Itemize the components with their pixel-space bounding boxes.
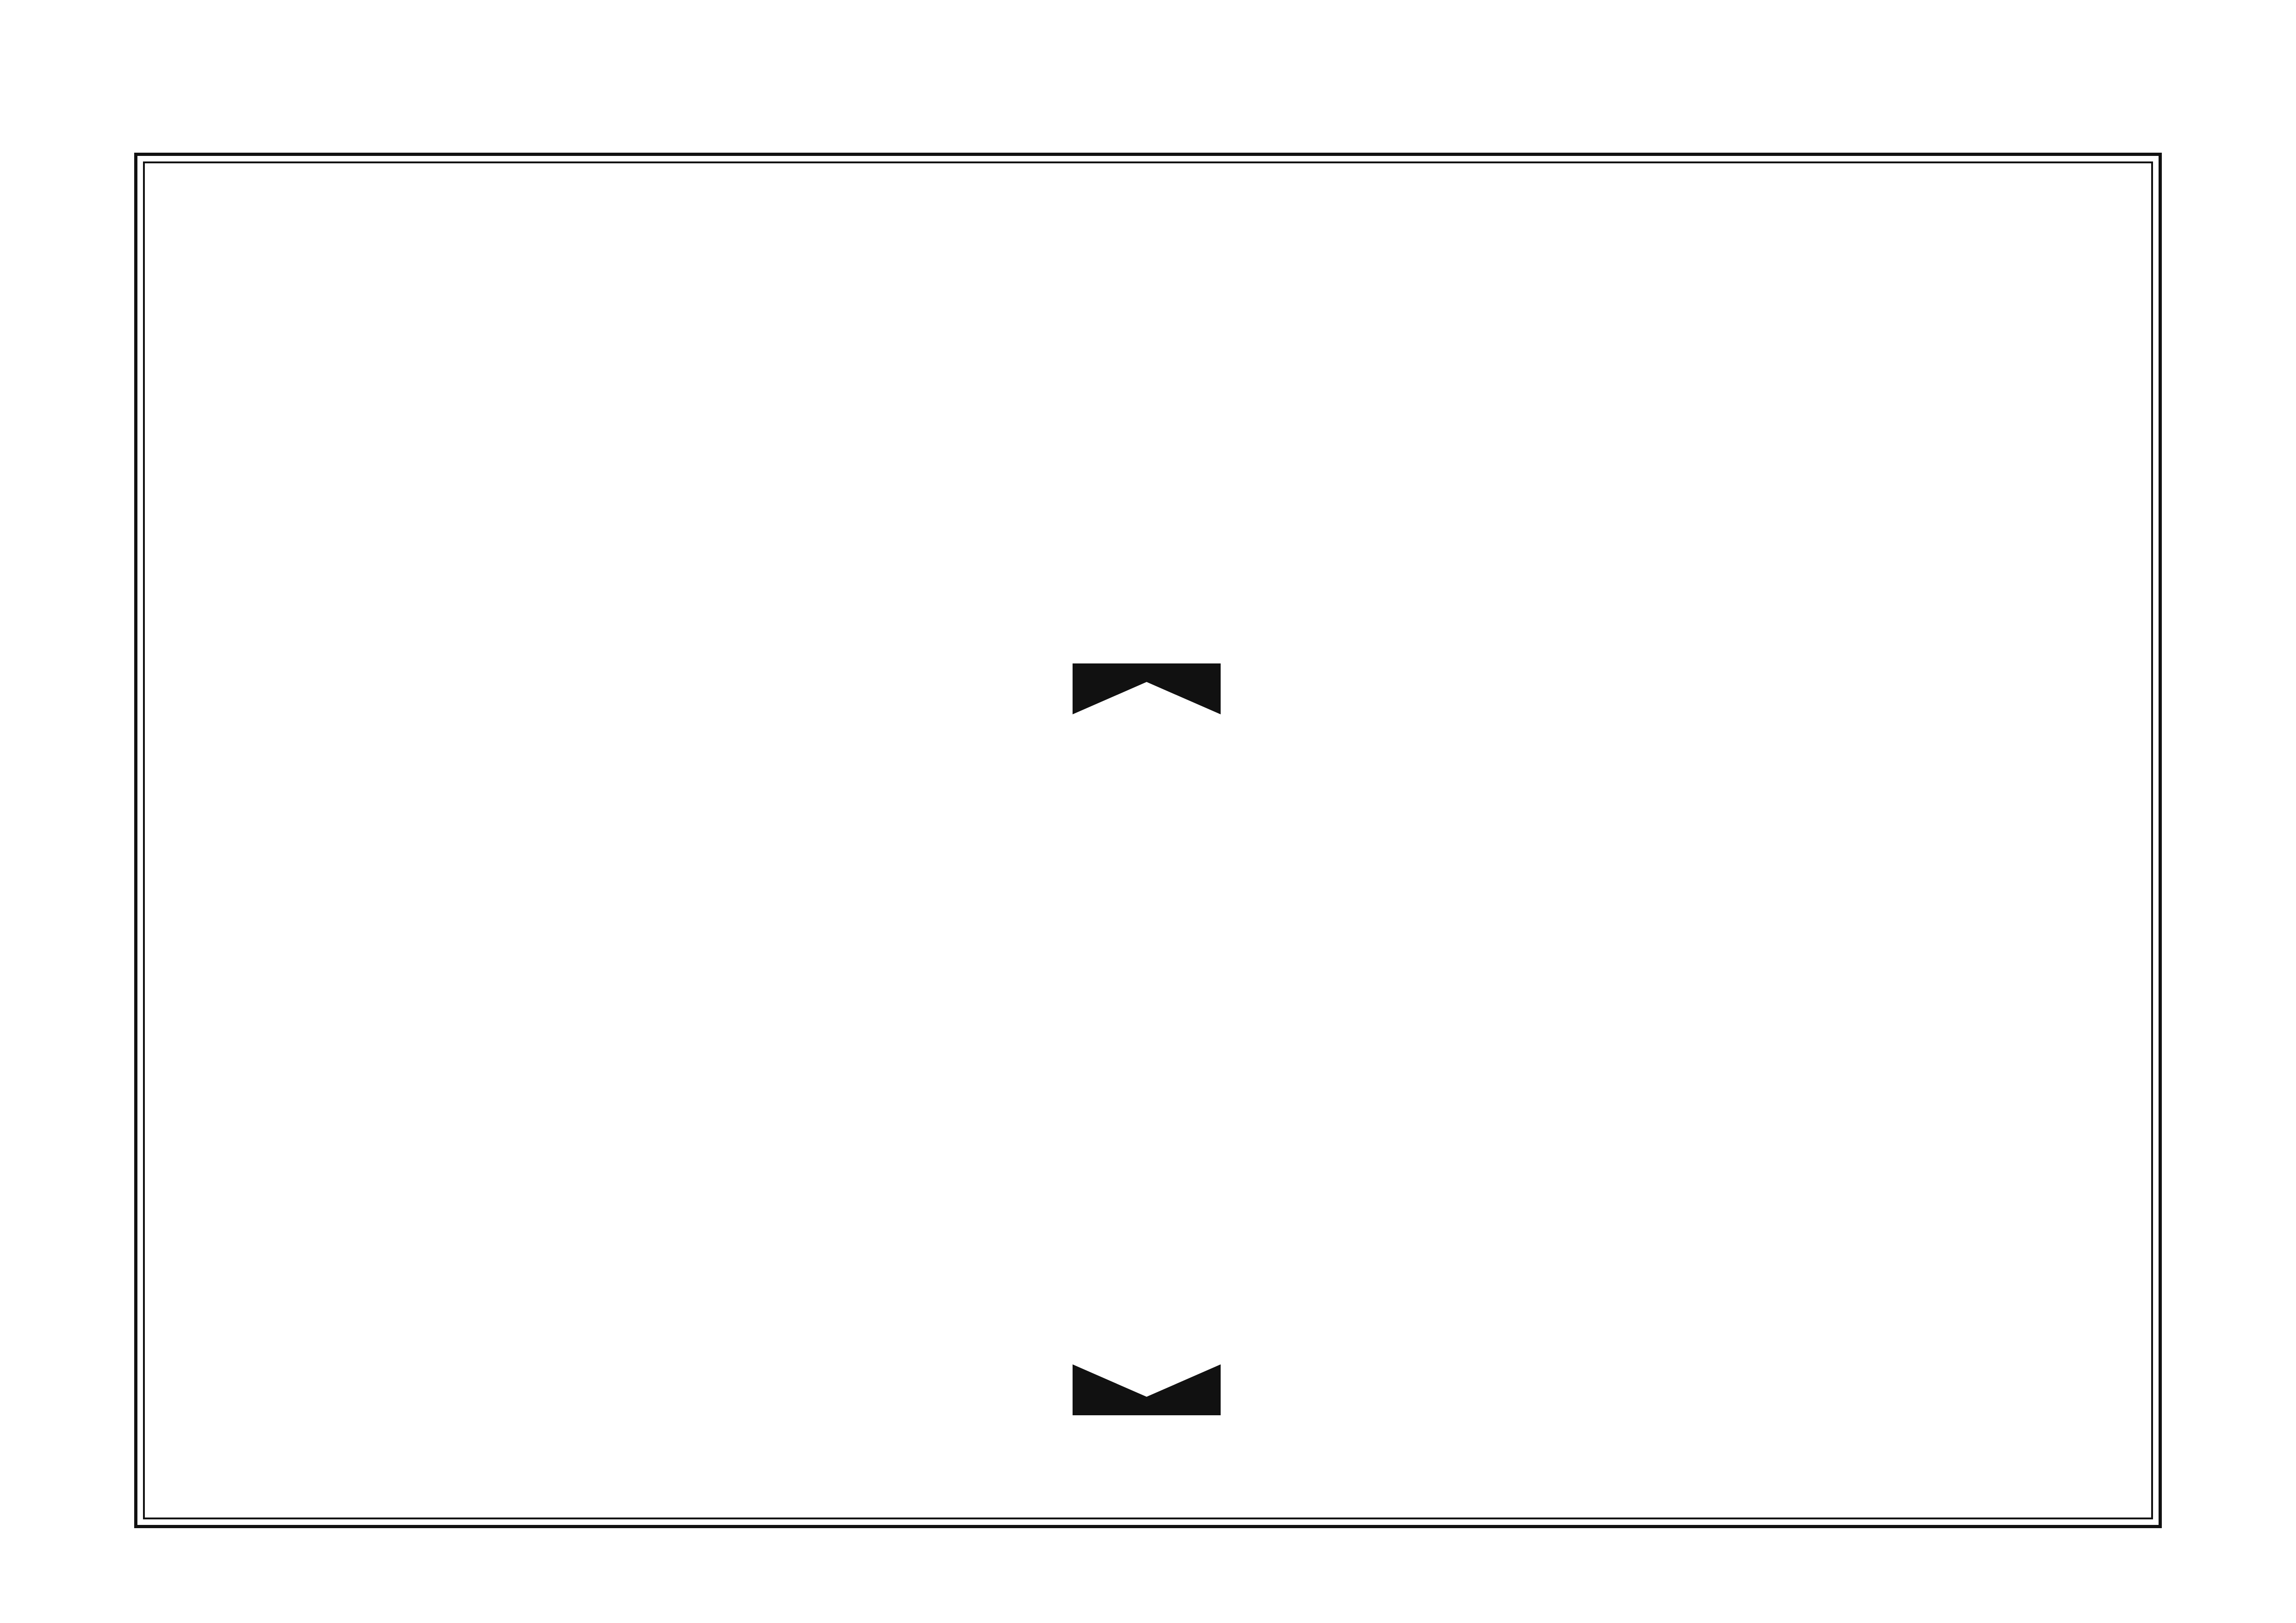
spine-ribbon-top [1073,663,1221,714]
spine-ribbon-bottom [1073,1364,1221,1415]
book-spine [1073,161,1221,1519]
